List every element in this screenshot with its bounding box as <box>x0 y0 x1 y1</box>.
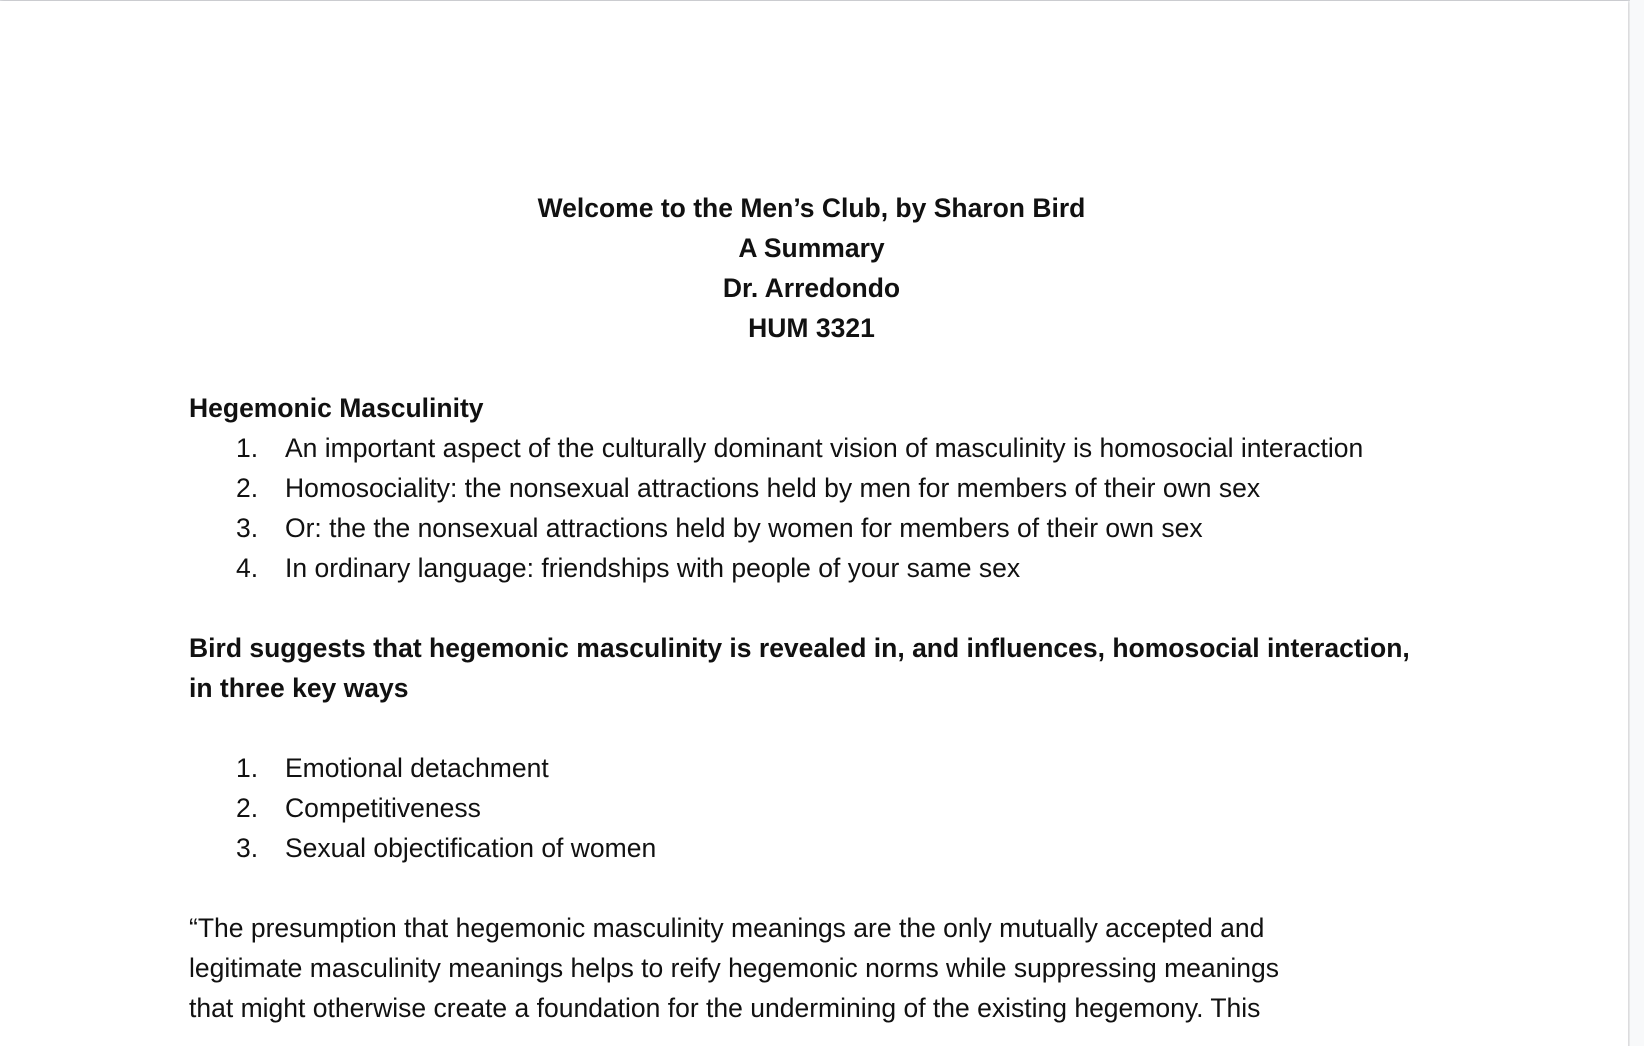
three-key-ways-list <box>189 748 1434 868</box>
list-item <box>189 788 1434 828</box>
quote-paragraph <box>189 908 1434 1028</box>
blank-line <box>189 348 1434 388</box>
quote-line-partial: that might otherwise create a foundation for the undermining of the existing hegemony. This <box>189 993 1261 1023</box>
course-code: HUM 3321 <box>748 313 875 343</box>
list-item-text: An important aspect of the culturally dominant vision of masculinity is homosocial interaction <box>285 433 1364 463</box>
list-item <box>189 548 1434 588</box>
document-body[interactable] <box>189 188 1434 1028</box>
list-item-text: Competitiveness <box>285 793 481 823</box>
quote-line: legitimate masculinity meanings helps to reify hegemonic norms while suppressing meanings <box>189 953 1279 983</box>
blank-line <box>189 588 1434 628</box>
blank-line <box>189 708 1434 748</box>
quote-line: “The presumption that hegemonic masculinity meanings are the only mutually accepted and <box>189 913 1265 943</box>
list-number: 2. <box>236 793 259 823</box>
list-item-text: Emotional detachment <box>285 753 549 783</box>
title-block <box>189 188 1434 348</box>
list-item <box>189 508 1434 548</box>
section-heading-hegemonic-masculinity: Hegemonic Masculinity <box>189 393 484 423</box>
list-number: 3. <box>236 833 259 863</box>
list-item-text: Homosociality: the nonsexual attractions held by men for members of their own sex <box>285 473 1261 503</box>
blank-line <box>189 868 1434 908</box>
list-item-text: Or: the the nonsexual attractions held by women for members of their own sex <box>285 513 1203 543</box>
right-scroll-gutter[interactable] <box>1630 0 1644 1046</box>
list-item <box>189 428 1434 468</box>
hegemonic-masculinity-list <box>189 428 1434 588</box>
document-subtitle: A Summary <box>738 233 885 263</box>
list-item-text: In ordinary language: friendships with people of your same sex <box>285 553 1021 583</box>
section-heading-three-key-ways: Bird suggests that hegemonic masculinity is revealed in, and influences, homosocial interaction, in three key ways <box>189 633 1410 703</box>
list-number: 1. <box>236 753 259 783</box>
list-number: 1. <box>236 433 259 463</box>
list-item <box>189 748 1434 788</box>
list-number: 2. <box>236 473 259 503</box>
document-title: Welcome to the Men’s Club, by Sharon Bird <box>537 193 1086 223</box>
list-item-text: Sexual objectification of women <box>285 833 657 863</box>
instructor-name: Dr. Arredondo <box>722 273 901 303</box>
list-number: 3. <box>236 513 259 543</box>
list-item <box>189 468 1434 508</box>
list-item <box>189 828 1434 868</box>
list-number: 4. <box>236 553 259 583</box>
